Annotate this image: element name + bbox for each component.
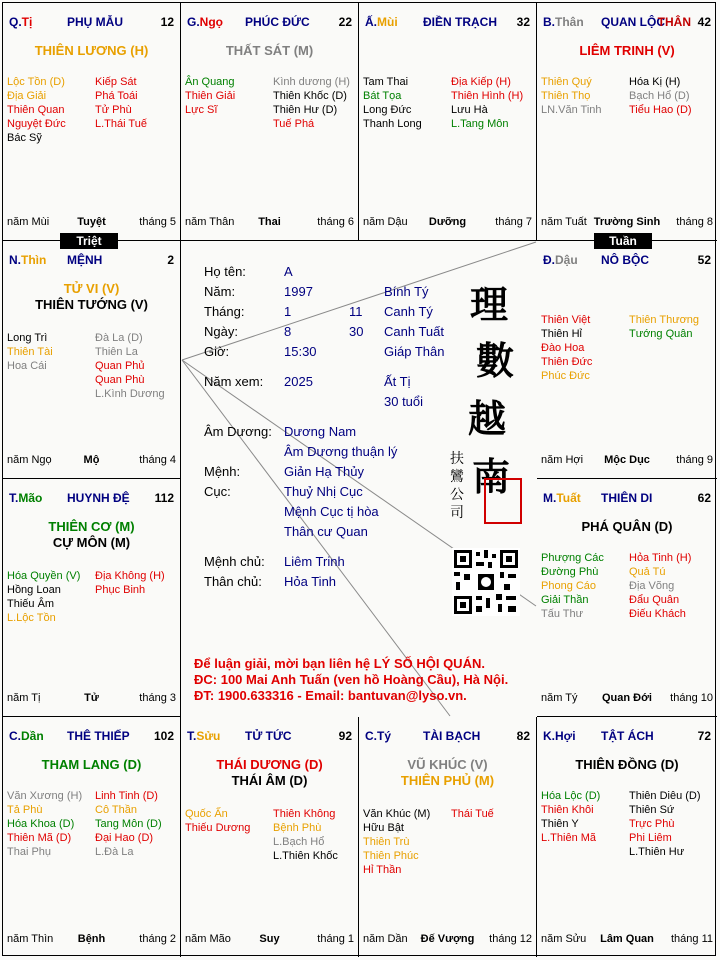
minor-star: Hoa Cái [7, 360, 47, 372]
palace-stem: G. [187, 15, 200, 29]
minor-star: Trực Phù [629, 818, 675, 830]
palace-name: THIÊN DI [601, 491, 653, 505]
main-star: VŨ KHÚC (V) [407, 757, 488, 772]
minor-star: Thiên Sứ [629, 804, 675, 816]
palace-month: tháng 2 [139, 933, 176, 945]
main-star: THẤT SÁT (M) [225, 43, 314, 58]
minor-star: Thiên Hình (H) [451, 90, 524, 102]
palace-year: năm Tuất [541, 216, 587, 228]
palace-stem: C. [9, 729, 21, 743]
palace-stage: Tử [84, 692, 99, 704]
palace-branch: Dần [21, 729, 44, 743]
palace-branch: Thìn [21, 253, 47, 267]
main-star: THIÊN PHỦ (M) [400, 773, 495, 788]
center-panel [180, 240, 536, 716]
minor-star: Hữu Bật [363, 822, 404, 834]
palace-month: tháng 4 [139, 454, 176, 466]
minor-star: Địa Võng [629, 580, 675, 592]
palace-year: năm Tị [7, 692, 41, 704]
palace-month: tháng 8 [676, 216, 713, 228]
gio-label: Giờ: [204, 344, 230, 359]
minor-star: L.Lộc Tồn [7, 612, 56, 624]
palace-stem: Q. [9, 15, 22, 29]
ngay-am-lich: 30 [349, 324, 364, 339]
minor-star: Thiên Thương [629, 314, 700, 326]
contact-address: ĐC: 100 Mai Anh Tuấn (ven hồ Hoàng Cầu), Hà Nội. [194, 672, 509, 687]
menh-chu-value: Liêm Trinh [284, 554, 345, 569]
minor-star: L.Bạch Hổ [273, 836, 325, 848]
palace-branch: Tuất [556, 491, 581, 505]
thang-value: 1 [284, 304, 292, 319]
minor-star: Bát Tọa [363, 90, 402, 102]
than-cu-note: Thân cư Quan [284, 524, 368, 539]
palace-month: tháng 9 [676, 454, 713, 466]
minor-star: Thiên Phúc [363, 850, 419, 862]
minor-star: Đường Phù [541, 566, 599, 578]
minor-star: Thiếu Âm [7, 598, 55, 610]
red-seal-icon [484, 478, 522, 524]
minor-star: Cô Thần [95, 804, 137, 816]
than-chu-label: Thân chủ: [204, 574, 262, 589]
palace-name: MỆNH [67, 253, 103, 267]
menh-label: Mệnh: [204, 464, 241, 479]
minor-star: Đại Hao (D) [95, 832, 154, 844]
than-marker: THÂN [657, 15, 691, 29]
palace-number: 12 [160, 15, 174, 29]
minor-star: Thiên Thọ [541, 90, 591, 102]
palace-name: TỬ TỨC [245, 729, 292, 743]
palace-year: năm Hợi [541, 454, 584, 466]
minor-star: L.Tang Môn [451, 118, 509, 130]
palace-branch: Tý [377, 729, 392, 743]
main-star: THAM LANG (D) [41, 757, 142, 772]
minor-star: Tả Phù [7, 804, 43, 816]
palace-stem: C. [365, 729, 377, 743]
minor-star: L.Đà La [95, 846, 134, 858]
minor-star: Kiếp Sát [95, 76, 137, 88]
minor-star: Lực Sĩ [185, 104, 218, 116]
palace-year: năm Tý [541, 692, 578, 704]
palace-stage: Trường Sinh [593, 216, 661, 228]
palace-name: NÔ BỘC [601, 253, 649, 267]
palace-stage: Tuyệt [77, 216, 106, 228]
palace-branch: Mão [18, 491, 43, 505]
palace-year: năm Mùi [7, 216, 50, 228]
palace-number: 62 [697, 491, 711, 505]
palace-branch: Thân [555, 15, 584, 29]
minor-star: Thiếu Dương [185, 822, 251, 834]
palace-name: TÀI BẠCH [423, 729, 481, 743]
palace-branch: Sửu [196, 729, 221, 743]
minor-star: Bác Sỹ [7, 132, 42, 144]
palace-month: tháng 10 [670, 692, 713, 704]
am-duong-label: Âm Dương: [204, 424, 272, 439]
palace-month: tháng 3 [139, 692, 176, 704]
cuc-label: Cục: [204, 484, 231, 499]
cuc-value: Thuỷ Nhị Cục [284, 484, 363, 499]
palace-number: 82 [516, 729, 530, 743]
contact-info [194, 656, 508, 704]
gio-value: 15:30 [284, 344, 317, 359]
palace-stage: Mộc Dục [604, 454, 650, 466]
palace-stem: M. [543, 491, 557, 505]
palace-year: năm Dậu [363, 216, 408, 228]
palace-name: TẬT ÁCH [601, 729, 654, 743]
minor-star: Thái Tuế [451, 808, 494, 820]
palace-stem: K. [543, 729, 555, 743]
main-star: THIÊN TƯỚNG (V) [35, 297, 148, 312]
main-star: THÁI DƯƠNG (D) [216, 757, 323, 772]
ngay-value: 8 [284, 324, 292, 339]
thang-can-chi: Canh Tý [384, 304, 433, 319]
ngay-can-chi: Canh Tuất [384, 324, 444, 339]
nam-label: Năm: [204, 284, 236, 299]
palace-stage: Mộ [83, 454, 100, 466]
palace-stem: N. [9, 253, 21, 267]
small-calligraphy: 扶 鸞 公 司 [450, 451, 464, 521]
palace-month: tháng 7 [495, 216, 532, 228]
main-star: CỰ MÔN (M) [52, 535, 131, 550]
palace-stage: Quan Đới [602, 692, 652, 704]
minor-star: Tam Thai [363, 76, 409, 88]
minor-star: Thiên Khôi [541, 804, 594, 816]
palace-month: tháng 1 [317, 933, 354, 945]
minor-star: Đà La (D) [95, 332, 143, 344]
minor-star: L.Thái Tuế [95, 118, 147, 130]
minor-star: Địa Không (H) [95, 570, 165, 582]
minor-star: Thiên Tài [7, 346, 53, 358]
minor-star: Hóa Lộc (D) [541, 790, 601, 802]
minor-star: Linh Tinh (D) [95, 790, 158, 802]
minor-star: Địa Giải [7, 90, 47, 102]
minor-star: Phá Toái [95, 90, 138, 102]
main-star: THIÊN ĐỒNG (D) [575, 757, 679, 772]
minor-star: Tấu Thư [541, 608, 584, 620]
minor-star: Phúc Đức [541, 370, 590, 382]
palace-number: 72 [697, 729, 711, 743]
minor-star: Hỉ Thần [363, 864, 402, 876]
am-duong-note: Âm Dương thuận lý [284, 444, 398, 459]
minor-star: Tang Môn (D) [95, 818, 162, 830]
palace-name: ĐIỀN TRẠCH [423, 15, 497, 29]
minor-star: Hóa Khoa (D) [7, 818, 75, 830]
minor-star: Thiên Y [541, 818, 579, 830]
palace-branch: Ngọ [199, 15, 223, 29]
minor-star: Kình dương (H) [273, 76, 350, 88]
cuc-note: Mệnh Cục tị hòa [284, 504, 379, 519]
main-star: PHÁ QUÂN (D) [581, 519, 673, 534]
palace-number: 42 [697, 15, 711, 29]
thang-label: Tháng: [204, 304, 245, 319]
minor-star: Thiên Trù [363, 836, 410, 848]
gio-can-chi: Giáp Thân [384, 344, 445, 359]
minor-star: Long Đức [363, 104, 412, 116]
nam-xem-label: Năm xem: [204, 374, 264, 389]
calligraphy-char: 南 [472, 454, 511, 499]
ngay-label: Ngày: [204, 324, 238, 339]
minor-star: Thai Phụ [7, 846, 52, 858]
nam-xem-value: 2025 [284, 374, 313, 389]
palace-name: QUAN LỘC [601, 15, 665, 29]
minor-star: Quốc Ấn [185, 808, 228, 820]
triet-tag: Triệt [60, 233, 118, 249]
palace-name: THÊ THIẾP [67, 729, 130, 743]
palace-branch: Mùi [377, 15, 398, 29]
thang-am-lich: 11 [349, 304, 363, 319]
minor-star: Đẩu Quân [629, 594, 680, 606]
palace-stem: Ấ. [365, 15, 377, 29]
palace-year: năm Dần [363, 933, 408, 945]
palace-year: năm Sửu [541, 933, 587, 945]
minor-star: Thiên Đức [541, 356, 593, 368]
minor-star: Tiểu Hao (D) [629, 104, 692, 116]
palace-name: PHÚC ĐỨC [245, 15, 310, 29]
minor-star: Thanh Long [363, 118, 422, 130]
calligraphy-char: 理 [470, 282, 509, 327]
calligraphy-char: 數 [476, 338, 515, 383]
tuan-tag: Tuần [594, 233, 652, 249]
palace-month: tháng 5 [139, 216, 176, 228]
minor-star: Phi Liêm [629, 832, 672, 844]
calligraphy-char: 越 [468, 396, 507, 441]
minor-star: Thiên Hỉ [541, 328, 582, 340]
palace-number: 112 [154, 491, 174, 505]
palace-stage: Thai [258, 216, 281, 228]
minor-star: Phục Binh [95, 584, 146, 596]
minor-star: Quan Phủ [95, 360, 145, 372]
palace-year: năm Mão [185, 933, 231, 945]
main-star: LIÊM TRINH (V) [579, 43, 675, 58]
palace-year: năm Thân [185, 216, 235, 228]
palace-branch: Hợi [555, 729, 576, 743]
minor-star: Hóa Quyền (V) [7, 570, 81, 582]
minor-star: Thiên Diêu (D) [629, 790, 701, 802]
palace-month: tháng 6 [317, 216, 354, 228]
palace-number: 92 [338, 729, 352, 743]
palace-name: HUYNH ĐỆ [67, 491, 130, 505]
palace-branch: Tị [21, 15, 33, 29]
am-duong-value: Dương Nam [284, 424, 357, 439]
nam-can-chi: Bính Tý [384, 284, 429, 299]
palace-stage: Suy [259, 933, 280, 945]
palace-month: tháng 11 [670, 933, 713, 945]
minor-star: Thiên Giải [185, 90, 236, 102]
minor-star: Nguyệt Đức [7, 118, 66, 130]
minor-star: Long Trì [7, 332, 48, 344]
main-star: TỬ VI (V) [63, 281, 120, 296]
palace-number: 52 [697, 253, 711, 267]
minor-star: Lộc Tồn (D) [7, 76, 65, 88]
minor-star: Thiên Quý [541, 76, 592, 88]
minor-star: Thiên Hư (D) [273, 104, 338, 116]
minor-star: Thiên Việt [541, 314, 591, 326]
contact-line: Để luận giải, mời bạn liên hệ LÝ SỐ HỘI QUÁN. [194, 656, 485, 671]
palace-stage: Dưỡng [428, 216, 467, 228]
minor-star: Địa Kiếp (H) [451, 76, 511, 88]
minor-star: LN.Văn Tinh [541, 104, 602, 116]
minor-star: Giải Thần [541, 594, 589, 606]
minor-star: Tử Phù [95, 104, 132, 116]
palace-month: tháng 12 [489, 933, 532, 945]
menh-chu-label: Mệnh chủ: [204, 554, 265, 569]
minor-star: Đào Hoa [541, 342, 585, 354]
minor-star: Thiên Mã (D) [7, 832, 72, 844]
minor-star: Thiên La [95, 346, 138, 358]
minor-star: Hỏa Tinh (H) [629, 552, 692, 564]
palace-stem: B. [543, 15, 555, 29]
minor-star: Hóa Kị (H) [629, 76, 681, 88]
minor-star: Tướng Quân [629, 328, 693, 340]
minor-star: Ân Quang [185, 76, 235, 88]
minor-star: L.Thiên Hư [629, 846, 685, 858]
main-star: THIÊN LƯƠNG (H) [34, 43, 149, 58]
main-star: THÁI ÂM (D) [231, 773, 308, 788]
palace-stage: Lâm Quan [600, 933, 654, 945]
main-star: THIÊN CƠ (M) [48, 519, 135, 534]
tuoi-value: 30 tuổi [384, 394, 424, 409]
contact-phone-email[interactable]: ĐT: 1900.633316 - Email: bantuvan@lyso.vn. [194, 688, 467, 703]
minor-star: L.Thiên Mã [541, 832, 597, 844]
ho-ten-label: Họ tên: [204, 264, 246, 279]
menh-value: Giản Hạ Thủy [284, 464, 364, 479]
palace-stage: Đế Vượng [420, 933, 475, 945]
minor-star: Thiên Quan [7, 104, 65, 116]
minor-star: Quả Tú [629, 566, 666, 578]
ho-ten-value: A [284, 264, 293, 279]
palace-stage: Bệnh [77, 933, 106, 945]
palace-number: 22 [338, 15, 352, 29]
minor-star: Điếu Khách [629, 608, 686, 620]
palace-number: 102 [153, 729, 174, 743]
minor-star: L.Kình Dương [95, 388, 165, 400]
palace-year: năm Thìn [7, 933, 54, 945]
minor-star: Bạch Hổ (D) [629, 90, 690, 102]
palace-branch: Dậu [555, 253, 578, 267]
minor-star: Quan Phù [95, 374, 145, 386]
minor-star: L.Thiên Khốc [273, 850, 338, 862]
palace-year: năm Ngọ [7, 454, 52, 466]
nam-value: 1997 [284, 284, 313, 299]
minor-star: Văn Khúc (M) [363, 808, 431, 820]
palace-number: 32 [516, 15, 530, 29]
minor-star: Thiên Khốc (D) [273, 90, 347, 102]
palace-number: 2 [167, 253, 174, 267]
minor-star: Thiên Không [273, 808, 336, 820]
minor-star: Tuế Phá [273, 118, 315, 130]
palace-stem: Đ. [543, 253, 555, 267]
minor-star: Hồng Loan [7, 584, 61, 596]
palace-stem: T. [9, 491, 19, 505]
palace-name: PHỤ MẪU [67, 15, 123, 29]
minor-star: Văn Xương (H) [7, 790, 83, 802]
minor-star: Bệnh Phù [273, 822, 322, 834]
minor-star: Lưu Hà [451, 104, 488, 116]
minor-star: Phong Cáo [541, 580, 597, 592]
palace-stem: T. [187, 729, 197, 743]
than-chu-value: Hỏa Tinh [284, 574, 337, 589]
nam-xem-can-chi: Ất Tị [384, 374, 411, 389]
qr-code-icon[interactable] [452, 548, 520, 616]
minor-star: Phượng Các [541, 552, 604, 564]
